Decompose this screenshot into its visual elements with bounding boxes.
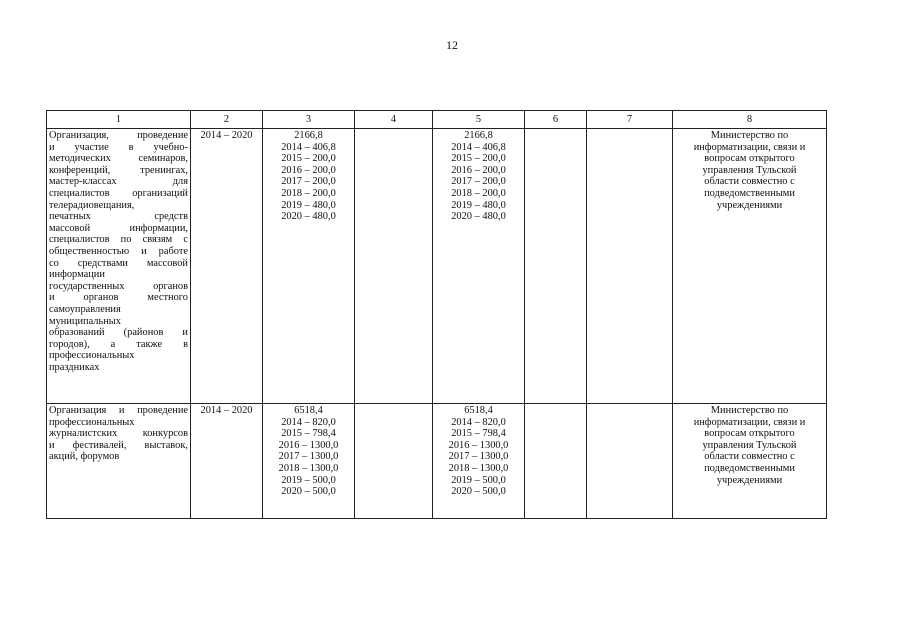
activity-text-line: профессиональных	[49, 350, 135, 362]
responsible-text-line: управления Тульской	[702, 164, 797, 176]
col6-cell	[525, 404, 587, 519]
funding-line: 2016 – 1300,0	[448, 439, 509, 451]
header-col-3: 3	[263, 111, 355, 129]
header-col-2: 2	[191, 111, 263, 129]
funding-line: 2017 – 200,0	[451, 176, 506, 188]
period-cell: 2014 – 2020	[191, 129, 263, 404]
responsible-text-line: Министерство по	[710, 405, 789, 416]
funding-line: 2017 – 1300,0	[448, 451, 509, 463]
funding-line: 2017 – 200,0	[281, 176, 336, 188]
col7-cell	[587, 129, 673, 404]
header-col-5: 5	[433, 111, 525, 129]
activity-text-line: праздниках	[49, 361, 100, 373]
funding-line: 2014 – 406,8	[281, 141, 336, 153]
col4-cell	[355, 404, 433, 519]
activity-text-line: и фестивалей, выставок,	[49, 439, 188, 451]
funding-line: 2018 – 1300,0	[448, 462, 509, 474]
responsible-text-line: области совместно с	[704, 451, 795, 463]
activity-text-line: специалистов по связям с	[49, 234, 188, 246]
activity-text-line: мастер-классах для	[49, 176, 188, 188]
funding-source-cell	[433, 129, 525, 404]
responsible-text-line: Министерство по	[710, 130, 789, 141]
responsible-cell	[673, 129, 827, 404]
funding-line: 2015 – 200,0	[451, 153, 506, 165]
funding-line: 2019 – 480,0	[281, 199, 336, 211]
responsible-text-line: учреждениями	[716, 199, 783, 211]
activity-text-line: массовой информации,	[49, 222, 188, 234]
activity-text-line: муниципальных	[49, 315, 121, 327]
funding-line: 2019 – 480,0	[451, 199, 506, 211]
responsible-text-line: подведомственными	[704, 187, 795, 199]
activity-text-line: государственных органов	[49, 280, 188, 292]
activity-text-line: методических семинаров,	[49, 153, 188, 165]
funding-line: 2014 – 406,8	[451, 141, 506, 153]
funding-line: 2017 – 1300,0	[278, 451, 339, 463]
activity-text-line: Организация, проведение	[49, 130, 188, 141]
activity-text-line: и органов местного	[49, 292, 188, 304]
funding-line: 6518,4	[464, 405, 493, 416]
funding-line: 2015 – 798,4	[281, 428, 336, 440]
activity-cell	[47, 404, 191, 519]
activity-text-line: журналистских конкурсов	[49, 428, 188, 440]
activity-text-line: акций, форумов	[49, 451, 120, 463]
activity-text-line: общественностью и работе	[49, 245, 188, 257]
header-col-1: 1	[47, 111, 191, 129]
col7-cell	[587, 404, 673, 519]
funding-line: 2016 – 200,0	[281, 164, 336, 176]
funding-line: 2018 – 1300,0	[278, 462, 339, 474]
table-row	[47, 129, 827, 404]
funding-line: 2019 – 500,0	[451, 474, 506, 486]
activity-text-line: городов), а также в	[49, 338, 188, 350]
activity-text-line: телерадиовещания,	[49, 199, 135, 211]
header-col-7: 7	[587, 111, 673, 129]
header-col-6: 6	[525, 111, 587, 129]
funding-line: 2166,8	[294, 130, 323, 141]
responsible-text-line: информатизации, связи и	[693, 141, 806, 153]
activity-text-line: со средствами массовой	[49, 257, 188, 269]
col4-cell	[355, 129, 433, 404]
funding-line: 2014 – 820,0	[281, 416, 336, 428]
funding-line: 2018 – 200,0	[451, 187, 506, 199]
funding-line: 2016 – 1300,0	[278, 439, 339, 451]
funding-line: 6518,4	[294, 405, 323, 416]
responsible-cell	[673, 404, 827, 519]
header-col-4: 4	[355, 111, 433, 129]
responsible-text-line: вопросам открытого	[704, 153, 795, 165]
page-number: 12	[446, 38, 458, 52]
period-cell: 2014 – 2020	[191, 404, 263, 519]
funding-source-cell	[433, 404, 525, 519]
activity-text-line: конференций, тренингах,	[49, 164, 188, 176]
funding-line: 2020 – 500,0	[451, 486, 506, 498]
activity-text-line: самоуправления	[49, 303, 121, 315]
funding-line: 2020 – 500,0	[281, 486, 336, 498]
header-col-8: 8	[673, 111, 827, 129]
col6-cell	[525, 129, 587, 404]
activity-text-line: и участие в учебно-	[49, 141, 188, 153]
table-header-row	[47, 111, 827, 129]
responsible-text-line: информатизации, связи и	[693, 416, 806, 428]
activity-text-line: печатных средств	[49, 211, 188, 223]
activity-cell	[47, 129, 191, 404]
budget-table	[46, 110, 827, 519]
funding-line: 2016 – 200,0	[451, 164, 506, 176]
responsible-text-line: учреждениями	[716, 474, 783, 486]
activity-text-line: образований (районов и	[49, 327, 188, 339]
responsible-text-line: вопросам открытого	[704, 428, 795, 440]
activity-text-line: Организация и проведение	[49, 405, 188, 416]
funding-total-cell	[263, 404, 355, 519]
activity-text-line: специалистов организаций	[49, 187, 188, 199]
responsible-text-line: управления Тульской	[702, 439, 797, 451]
funding-line: 2014 – 820,0	[451, 416, 506, 428]
responsible-text-line: области совместно с	[704, 176, 795, 188]
activity-text-line: информации	[49, 269, 105, 281]
funding-line: 2018 – 200,0	[281, 187, 336, 199]
funding-total-cell	[263, 129, 355, 404]
activity-text-line: профессиональных	[49, 416, 135, 428]
funding-line: 2019 – 500,0	[281, 474, 336, 486]
responsible-text-line: подведомственными	[704, 462, 795, 474]
funding-line: 2166,8	[464, 130, 493, 141]
table-row	[47, 404, 827, 519]
funding-line: 2020 – 480,0	[281, 211, 336, 223]
funding-line: 2015 – 798,4	[451, 428, 506, 440]
funding-line: 2015 – 200,0	[281, 153, 336, 165]
funding-line: 2020 – 480,0	[451, 211, 506, 223]
